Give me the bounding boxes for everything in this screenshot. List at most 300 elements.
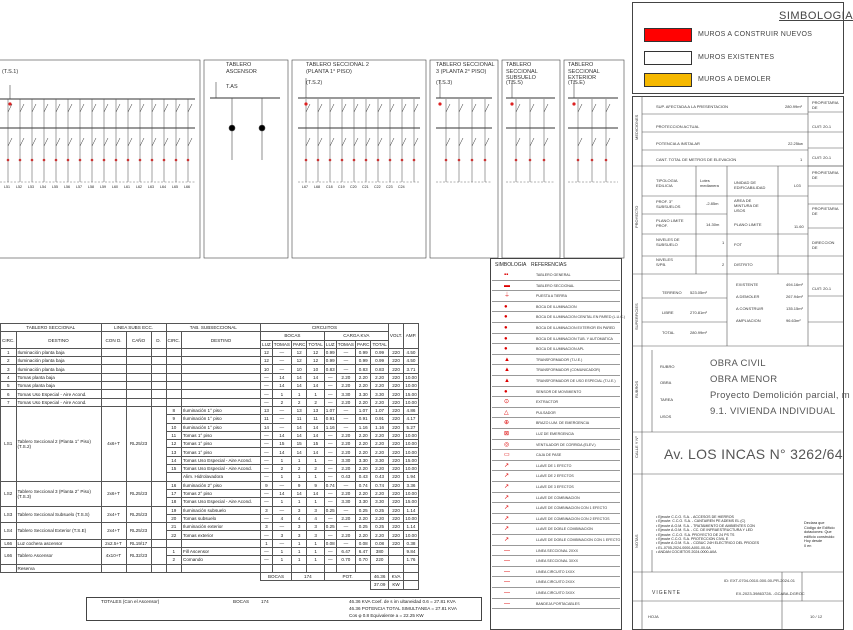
symbol-label: VENTILADOR DE CORRIDA (ELEV.) — [536, 442, 596, 447]
cell-a: 4.86 — [404, 406, 419, 414]
symbol-row — [492, 535, 620, 546]
cell-k4: 2.20 — [371, 440, 388, 448]
summary-bocas-label: BOCAS — [233, 599, 250, 604]
cell-p: 3 — [291, 506, 306, 514]
cell-destino: Tomas Uso Especial - Aire Acond. — [16, 398, 101, 406]
expediente-2: EX-2023-39863728- -GCABA-DGROC — [736, 591, 805, 596]
th-cond: CON D. — [101, 332, 126, 349]
cell-circ: 7 — [1, 398, 17, 406]
cell-l: 9 — [261, 481, 273, 489]
prof-value: -2.85m — [706, 201, 719, 206]
cell-k2: — — [336, 523, 355, 531]
cell-v: 220 — [388, 448, 403, 456]
symbol-label: BRAZO LUM. DE EMERGENCIA — [536, 421, 590, 426]
cell-c2: 2.20 — [336, 373, 355, 381]
cell-t: — — [272, 481, 291, 489]
cell-v: 220 — [388, 440, 403, 448]
circuit-node — [577, 159, 580, 162]
symbol-row — [492, 312, 625, 323]
cell-bocas-label: BOCAS — [261, 572, 292, 580]
breaker-switch — [176, 104, 180, 112]
cell-parc: 12 — [291, 348, 306, 356]
circuit-node — [529, 159, 532, 162]
note-right-line: edificio construido — [804, 534, 835, 539]
cell-k4: 0.25 — [371, 523, 388, 531]
cell-empty — [1, 572, 261, 580]
symbol-label: BANDEJA PORTACABLES — [536, 601, 580, 606]
cell-luz: 12 — [261, 348, 273, 356]
ts2-panel-code: (T.S.2) — [306, 80, 323, 86]
cell-empty — [182, 382, 261, 390]
table-row — [1, 481, 419, 489]
cell-empty — [101, 365, 126, 373]
cell-group-cond: 2x6+T — [101, 481, 126, 506]
cell-a: 4.17 — [404, 415, 419, 423]
breaker-switch — [20, 138, 24, 146]
symbol-row — [492, 577, 620, 588]
cell-empty — [151, 373, 166, 381]
cell-sub-circ: 9 — [166, 415, 182, 423]
cell-empty — [166, 398, 182, 406]
hoja-label: HOJA — [648, 614, 659, 619]
cell-sub-destino: Comando — [182, 556, 261, 564]
ts1-code: (T.S.1) — [2, 69, 19, 75]
prop-label-7: CUIT: 20-1 — [812, 286, 832, 291]
symbol-label: BOCA DE ILUMINACION TUB. Y AUTOMATICA — [536, 336, 613, 341]
cell-c3: 2.20 — [356, 373, 371, 381]
symbol-icon: — — [504, 558, 510, 565]
symbol-label: LLAVE DE COMBINACION CON 1 EFECTO — [536, 506, 608, 511]
total-label: TOTAL — [662, 330, 675, 335]
cell-p: 1 — [291, 548, 306, 556]
cell-k3: 2.20 — [356, 465, 371, 473]
breaker-switch — [472, 104, 476, 112]
symbol-row — [492, 567, 620, 578]
cell-destino: Tomas planta baja — [16, 373, 101, 381]
cell-p: 1 — [291, 498, 306, 506]
cell-pot-unit: KVA — [388, 572, 403, 580]
cell-luz: 12 — [261, 357, 273, 365]
cell-k2: — — [336, 406, 355, 414]
cell-sub-circ: 12 — [166, 440, 182, 448]
cell-v: 220 — [388, 406, 403, 414]
breaker-switch — [80, 104, 84, 112]
symbol-icon: ↗ — [504, 505, 510, 512]
symbol-icon: ▲ — [504, 367, 510, 374]
cell-k2: — — [336, 506, 355, 514]
th-circuitos: CIRCUITOS — [261, 324, 389, 332]
circuit-node — [103, 159, 106, 162]
symbol-icon: ↗ — [504, 515, 510, 522]
cell-pot-total: 46.36 — [371, 572, 388, 580]
cell-a: 1.94 — [404, 473, 419, 481]
legend-label-demolish: MUROS A DEMOLER — [698, 76, 771, 83]
circuit-node — [31, 159, 34, 162]
cell-k4: 3.30 — [371, 456, 388, 464]
ext-panel-title: TABLERO SECCIONAL EXTERIOR — [568, 62, 600, 81]
existente-label: EXISTENTE — [736, 282, 759, 287]
hoja-value: 10 / 12 — [810, 614, 823, 619]
cell-k4: 0.74 — [371, 481, 388, 489]
symbol-row — [492, 524, 620, 535]
breaker-switch — [516, 138, 520, 146]
cell-empty — [166, 348, 182, 356]
single-line-diagram — [0, 0, 632, 262]
cell-k3: 2.20 — [356, 489, 371, 497]
cell-k1: — — [324, 431, 336, 439]
cell-k4: 1.07 — [371, 406, 388, 414]
cell-v: 220 — [388, 481, 403, 489]
cell-a: 9.84 — [404, 548, 419, 556]
symbol-icon: ▲ — [504, 356, 510, 363]
symbol-row — [492, 302, 620, 313]
cell-empty — [182, 365, 261, 373]
circuit-label: L65 — [172, 185, 178, 189]
symbol-row — [492, 365, 620, 376]
th-linea: LINEA SUBS ECC. — [101, 324, 166, 332]
cell-l: — — [261, 431, 273, 439]
cell-tt: 1 — [307, 456, 324, 464]
cell-tt: 1 — [307, 539, 324, 547]
circuit-node — [43, 159, 46, 162]
circuit-label: L54 — [40, 185, 46, 189]
cell-a: 5.27 — [404, 423, 419, 431]
cell-tot: 10 — [307, 365, 324, 373]
circuit-label: C18 — [326, 185, 333, 189]
cell-v: 220 — [388, 489, 403, 497]
cell-empty — [404, 581, 419, 589]
cell-empty — [126, 398, 151, 406]
cell-toma: — — [272, 365, 291, 373]
cell-empty — [272, 564, 291, 572]
circuit-node — [317, 159, 320, 162]
prop-label-6: DIRECCION DE — [812, 240, 835, 250]
table-row — [1, 523, 419, 531]
cell-empty — [126, 357, 151, 365]
symbol-row — [492, 503, 620, 514]
cell-k1: — — [324, 548, 336, 556]
breaker-switch — [354, 138, 358, 146]
circuit-label: L60 — [112, 185, 118, 189]
symbol-row — [492, 376, 620, 387]
breaker-switch — [390, 104, 394, 112]
ts3-panel-title: TABLERO SECCIONAL 3 (PLANTA 2° PISO) — [436, 62, 495, 75]
cell-k2: 2.20 — [336, 440, 355, 448]
circuit-label: L61 — [124, 185, 130, 189]
cell-circ: 2 — [1, 357, 17, 365]
breaker-switch — [68, 104, 72, 112]
cell-k2: 2.20 — [336, 531, 355, 539]
cell-empty — [151, 506, 166, 523]
cell-circ: 4 — [1, 373, 17, 381]
cell-bocas-total: 174 — [291, 572, 324, 580]
symbol-row — [492, 323, 620, 334]
cell-k2: — — [336, 539, 355, 547]
circuit-label: L62 — [136, 185, 142, 189]
cell-k3: 2.20 — [356, 431, 371, 439]
circuit-node — [127, 159, 130, 162]
cell-toma: — — [272, 348, 291, 356]
vigente-label: VIGENTE — [652, 590, 681, 596]
cell-t: 14 — [272, 448, 291, 456]
th-carga: CARGA KVA — [324, 332, 388, 340]
cell-c4: 2.20 — [371, 382, 388, 390]
cell-group-id: L66 — [1, 539, 17, 547]
ext-panel-code: (T.S.E) — [568, 80, 585, 86]
cell-toma: 2 — [272, 398, 291, 406]
cell-a: 10.00 — [405, 383, 417, 389]
cell-v — [388, 548, 403, 556]
cell-group-cond: 2x4+T — [101, 506, 126, 523]
breaker-switch — [354, 104, 358, 112]
cell-k1: — — [324, 498, 336, 506]
cell-group-cano: RL25/23 — [126, 406, 151, 481]
side-label-rubros: RUBROS — [634, 380, 639, 398]
cell-luz: — — [261, 382, 273, 390]
cell-k1: 1.16 — [325, 424, 335, 430]
th-tomas2: TOMAS — [337, 341, 355, 347]
cell-l: 11 — [261, 415, 273, 423]
cell-k3: 0.91 — [356, 415, 371, 423]
summary-bocas: 174 — [261, 599, 269, 604]
note-line: • EL-0705-2024-0000-A001-00-0A — [656, 545, 711, 550]
plano-label: PLANO LIMITE — [734, 222, 762, 227]
note-line: • Ejecute: C.C.O. S.A. - CANTAIREN PE ADEMS EL (C) — [656, 519, 746, 524]
circuit-node — [329, 159, 332, 162]
cell-k4: 0.91 — [371, 415, 388, 423]
cell-v: 220 — [388, 348, 403, 356]
breaker-switch — [44, 104, 48, 112]
cell-t: 1 — [272, 473, 291, 481]
cell-empty — [166, 357, 182, 365]
cant-label: CANT. TOTAL DE METROS DE ELEVACION — [656, 157, 737, 162]
cell-k1: — — [324, 440, 336, 448]
cell-tt: 9 — [307, 481, 324, 489]
circuit-node — [458, 159, 461, 162]
cell-sub-destino: Tomas Uso Especial - Aire Acond. — [182, 498, 261, 506]
cell-tot: 12 — [307, 348, 324, 356]
cell-group-cano: RL25/23 — [126, 523, 151, 540]
cell-a: 10.00 — [405, 441, 417, 447]
breaker-switch — [530, 138, 534, 146]
breaker-switch — [32, 104, 36, 112]
note-line: • Ejecute C.C.O. S.A. PROTECCION CIVIL E — [656, 537, 729, 542]
cell-sub-destino: Iluminación subsuelo — [182, 506, 261, 514]
cell-sub-circ: 15 — [166, 465, 182, 473]
cell-a: 15.00 — [405, 391, 417, 397]
cell-amp-unit: KW — [388, 581, 403, 589]
side-label-notas: NOTAS — [634, 534, 639, 548]
cell-empty — [166, 390, 182, 398]
note-line: • Ejecute C.C.O. S.A. - ACCESOS DE HIERROS — [656, 515, 734, 519]
breaker-switch — [330, 104, 334, 112]
cell-l: 14 — [261, 423, 273, 431]
symbol-icon: ↗ — [504, 484, 510, 490]
summary-line-3: Cos φ 0.8 Equivalente a = 22.25 KW — [349, 613, 424, 618]
th-tomas: TOMAS — [273, 341, 290, 347]
cell-k4: 2.20 — [371, 448, 388, 456]
cell-tt: 11 — [307, 415, 324, 423]
symbol-label: TRANSFORMADOR (T.U.E.) — [536, 357, 583, 362]
rubro-line-1: OBRA CIVIL — [710, 358, 766, 369]
niveles-label: NIVELES DE SUBSUELO — [656, 237, 680, 247]
cell-sub-circ: 13 — [166, 448, 182, 456]
th-total2: TOTAL — [372, 341, 387, 347]
cell-empty — [388, 564, 403, 572]
cell-l: — — [261, 448, 273, 456]
circuit-node — [187, 159, 190, 162]
cell-empty — [126, 382, 151, 390]
symbol-icon: ⊕ — [504, 420, 510, 427]
cell-k2: 3.30 — [336, 498, 355, 506]
circuit-node — [413, 159, 416, 162]
cell-empty — [151, 348, 166, 356]
ts3-panel-code: (T.S.3) — [436, 80, 453, 86]
symbol-label: TRANSFORMADOR DE USO ESPECIAL (T.U.E.) — [536, 379, 616, 383]
symbol-row — [492, 281, 620, 292]
cell-empty — [151, 406, 166, 481]
symbol-label: BOCA DE ILUMINACION — [536, 304, 577, 309]
cell-k1: — — [324, 489, 336, 497]
cell-tot: 2 — [307, 398, 324, 406]
cell-c2: 3.30 — [336, 390, 355, 398]
breaker-switch — [128, 104, 132, 112]
circuit-node — [484, 159, 487, 162]
cell-k2: 6.47 — [336, 548, 355, 556]
cell-empty — [151, 398, 166, 406]
cell-sub-circ: 8 — [166, 406, 182, 414]
cell-k3: 3.30 — [356, 456, 371, 464]
cell-p: 14 — [291, 423, 306, 431]
cell-l: — — [261, 473, 273, 481]
cell-l: — — [261, 556, 273, 564]
th-parc2: PARC — [357, 341, 370, 347]
cell-sub-destino: Tomas Uso Especial - Aire Acond. — [182, 456, 261, 464]
breaker-switch — [20, 104, 24, 112]
breaker-switch — [578, 138, 582, 146]
cell-empty — [182, 373, 261, 381]
symbol-icon: ⊠ — [504, 431, 510, 437]
cell-empty — [101, 564, 126, 572]
cell-l: 3 — [261, 523, 273, 531]
cell-k2: — — [336, 415, 355, 423]
cell-circ: 5 — [1, 382, 17, 390]
table-row — [1, 348, 419, 356]
cell-k1: — — [324, 473, 336, 481]
cell-parc: 12 — [291, 357, 306, 365]
circuit-label: C19 — [338, 185, 345, 189]
symbol-icon: ↗ — [504, 526, 510, 533]
th-volt: VOLT. — [388, 324, 403, 349]
table-row-reserva — [1, 564, 419, 572]
sub-panel-code: (T.S.S) — [506, 80, 523, 86]
cell-sub-destino: Alim. Hidrolavadora — [182, 473, 261, 481]
cell-empty — [126, 365, 151, 373]
breaker-switch — [188, 104, 192, 112]
cell-v — [388, 556, 403, 564]
plano-limite-value: 14.30m — [706, 222, 720, 227]
symbol-label: LINEA SECCIONAL 3XXX — [536, 559, 579, 564]
cell-p: 14 — [291, 448, 306, 456]
cell-empty — [182, 564, 261, 572]
cell-k3: 1.16 — [356, 423, 371, 431]
cell-tt: 14 — [307, 448, 324, 456]
rubro-sub-3: TAREA — [660, 397, 674, 402]
table-row — [1, 365, 419, 373]
breaker-switch — [402, 104, 406, 112]
th-circ: CIRC. — [1, 332, 17, 349]
cell-c3: 2.20 — [356, 382, 371, 390]
cell-k2: 0.70 — [336, 556, 355, 564]
cell-p: 3 — [291, 531, 306, 539]
cell-parc: 10 — [291, 365, 306, 373]
prop-label-4: PROPIETARIA DE — [812, 170, 839, 180]
cell-k4: 380 — [371, 548, 388, 556]
symbol-icon: ● — [504, 388, 508, 395]
symbol-label: PULSADOR — [536, 410, 556, 415]
cell-t: — — [272, 539, 291, 547]
cell-p: 1 — [291, 556, 306, 564]
circuit-label: L68 — [314, 185, 320, 189]
cell-group-cano: RL32/23 — [126, 548, 151, 565]
cell-toma: 14 — [272, 382, 291, 390]
cell-empty — [151, 481, 166, 506]
symbol-row — [492, 514, 620, 525]
cell-t: 14 — [272, 489, 291, 497]
cell-tt: 3 — [307, 523, 324, 531]
cell-circ: 3 — [1, 365, 17, 373]
symbol-row — [492, 556, 620, 567]
cell-l: 1 — [261, 539, 273, 547]
cell-a: 3.71 — [404, 365, 419, 373]
cell-group-cano: RL19/17 — [126, 539, 151, 547]
circuit-label: C21 — [362, 185, 369, 189]
breaker-switch — [459, 104, 463, 112]
cell-k3: 3.30 — [356, 498, 371, 506]
cell-group-destino: Tablero Seccional 2 (Planta 1° Piso) (T.S.2) — [16, 406, 101, 481]
cell-c4: 3.30 — [371, 390, 388, 398]
cell-group-id: LS4 — [1, 523, 17, 540]
tipologia-label: TIPOLOGIA EDILICIA — [656, 178, 678, 188]
cell-k3: 0.74 — [356, 481, 371, 489]
fot-label: FOT — [734, 242, 742, 247]
breaker-switch — [32, 138, 36, 146]
circuit-label: L53 — [28, 185, 34, 189]
cell-tt: 4 — [307, 514, 324, 522]
breaker-switch — [606, 138, 610, 146]
cell-c4: 0.83 — [371, 365, 388, 373]
cell-t: — — [272, 415, 291, 423]
cell-empty — [126, 564, 151, 572]
table-row — [1, 539, 419, 547]
cell-v: 220 — [388, 357, 403, 365]
breaker-switch — [116, 138, 120, 146]
symbol-label: BOCA DE ILUMINACION CENITAL EN PARED (L.U.C.) — [536, 315, 625, 320]
circuit-label: L63 — [148, 185, 154, 189]
potencia-label: POTENCIA A INSTALAR — [656, 141, 700, 146]
th-cano: CAÑO — [126, 332, 151, 349]
cell-tot: 1 — [307, 390, 324, 398]
cell-l: — — [261, 465, 273, 473]
cell-k4: 2.20 — [371, 465, 388, 473]
breaker-switch — [578, 104, 582, 112]
table-header-row-1 — [1, 324, 419, 332]
circuit-node — [55, 159, 58, 162]
symbol-label: LLAVE DE 1 EFECTO — [536, 463, 572, 468]
symbol-icon: ● — [504, 303, 508, 310]
cell-group-destino: Tablero Seccional Exterior (T.S.E) — [16, 523, 101, 540]
breaker-switch — [188, 138, 192, 146]
